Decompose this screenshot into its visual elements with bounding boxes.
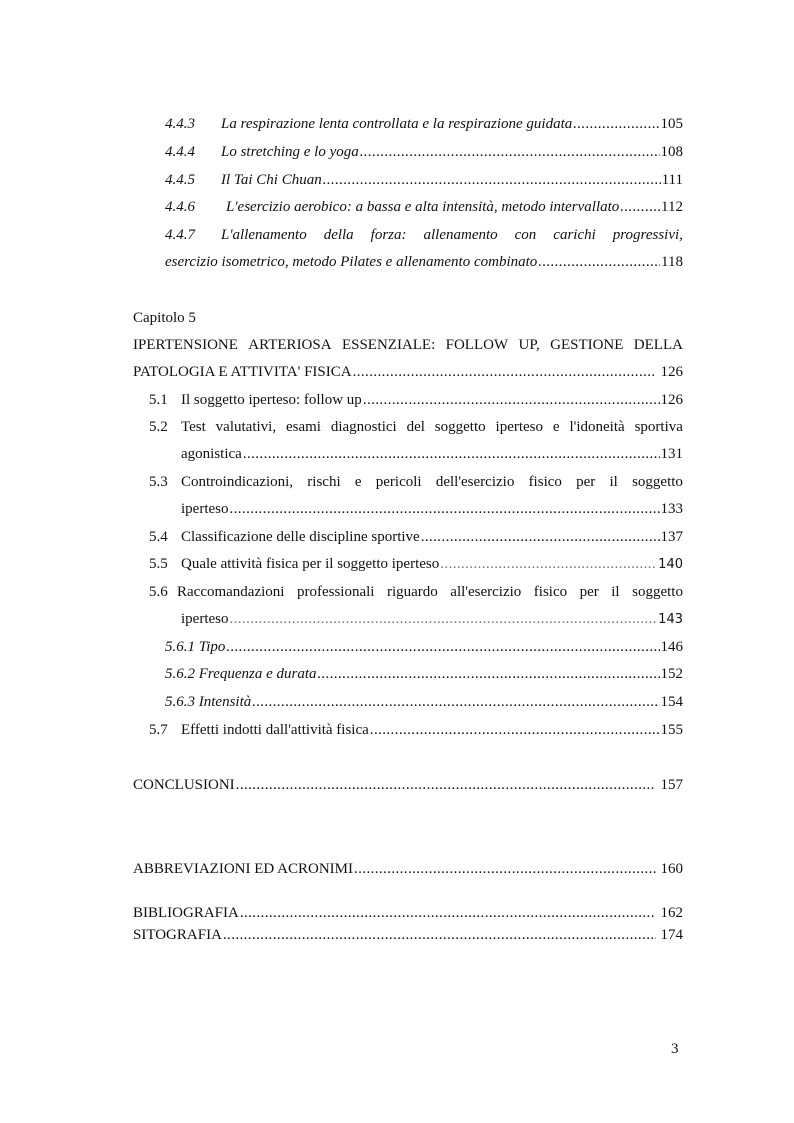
toc-entry-number: 5.3 <box>149 474 168 490</box>
word: FOLLOW <box>445 337 509 353</box>
toc-entry-title: La respirazione lenta controllata e la respirazione guidata <box>221 116 573 132</box>
toc-entry-number: 4.4.5 <box>165 172 195 188</box>
word: Raccomandazioni <box>177 584 285 600</box>
word: allenamento <box>423 227 498 243</box>
toc-entry-page: 131 <box>660 446 683 462</box>
word: L'allenamento <box>221 227 307 243</box>
toc-entry-abbreviazioni[interactable] <box>133 859 683 879</box>
toc-entry-conclusioni[interactable] <box>133 775 683 795</box>
toc-entry-5-3-line1[interactable] <box>149 472 683 492</box>
dot-leader <box>421 527 660 547</box>
toc-entry-title: 5.6.2 Frequenza e durata <box>165 666 317 682</box>
toc-entry-page: 152 <box>660 666 683 682</box>
chapter-title-line2[interactable] <box>133 362 683 382</box>
dot-leader <box>538 252 660 272</box>
toc-entry-5-3-line2[interactable] <box>181 499 683 519</box>
word: all'esercizio <box>450 584 522 600</box>
toc-entry-4-4-7-line1[interactable] <box>165 225 683 245</box>
toc-entry-page: 111 <box>661 172 683 188</box>
toc-entry-title: Il Tai Chi Chuan <box>221 172 322 188</box>
chapter-label-text: Capitolo 5 <box>133 310 196 326</box>
word: pericoli <box>375 474 422 490</box>
dot-leader <box>323 170 661 190</box>
toc-entry-5-6-line2[interactable] <box>181 609 683 629</box>
toc-entry-5-6-1[interactable] <box>165 637 683 657</box>
toc-entry-title: Classificazione delle discipline sportive <box>181 529 420 545</box>
toc-entry-page: 137 <box>660 529 683 545</box>
chapter-title-line1[interactable] <box>133 335 683 355</box>
word: UP, <box>518 337 540 353</box>
chapter-title-words <box>133 335 683 355</box>
toc-entry-4-4-5[interactable] <box>165 170 683 190</box>
toc-entry-title: SITOGRAFIA <box>133 927 222 943</box>
toc-entry-number: 5.1 <box>149 392 168 408</box>
dot-leader <box>363 390 660 410</box>
toc-entry-title-line2: esercizio isometrico, metodo Pilates e allenamento combinato <box>165 254 538 270</box>
toc-entry-5-5[interactable] <box>149 554 683 574</box>
toc-entry-page: 126 <box>660 364 683 380</box>
toc-entry-4-4-6[interactable] <box>165 197 683 217</box>
toc-entry-page: 108 <box>660 144 683 160</box>
toc-entry-title: 5.6.1 Tipo <box>165 639 226 655</box>
toc-entry-5-6-3[interactable] <box>165 692 683 712</box>
toc-entry-number: 5.5 <box>149 556 168 572</box>
toc-entry-title: ABBREVIAZIONI ED ACRONIMI <box>133 861 353 877</box>
toc-entry-page: 160 <box>660 861 683 877</box>
word: fisico <box>528 474 562 490</box>
dot-leader <box>573 114 659 134</box>
toc-entry-page: 143 <box>658 612 683 627</box>
toc-entry-page: 146 <box>660 639 683 655</box>
word: per <box>576 474 596 490</box>
word: riguardo <box>386 584 438 600</box>
word: progressivi, <box>612 227 683 243</box>
toc-entry-page: 140 <box>658 557 683 572</box>
word: IPERTENSIONE <box>133 337 238 353</box>
word: iperteso <box>495 419 544 435</box>
word: soggetto <box>434 419 486 435</box>
toc-entry-page: 155 <box>660 722 683 738</box>
toc-entry-title: L'esercizio aerobico: a bassa e alta intensità, metodo intervallato <box>226 199 620 215</box>
toc-entry-number: 4.4.6 <box>165 199 195 215</box>
toc-entry-5-2-line2[interactable] <box>181 444 683 464</box>
word: Test <box>181 419 206 435</box>
word: per <box>579 584 599 600</box>
page-number: 3 <box>671 1041 679 1057</box>
toc-entry-title-line2: agonistica <box>181 446 242 462</box>
word: soggetto <box>632 474 683 490</box>
word: professionali <box>296 584 375 600</box>
word: diagnostici <box>330 419 397 435</box>
word: ARTERIOSA <box>248 337 332 353</box>
toc-entry-title-line1 <box>181 472 683 492</box>
toc-entry-title: Lo stretching e lo yoga <box>221 144 359 160</box>
toc-entry-5-2-line1[interactable] <box>149 417 683 437</box>
word: del <box>406 419 425 435</box>
toc-entry-title-line2: iperteso <box>181 501 229 517</box>
word: sportiva <box>634 419 683 435</box>
toc-entry-5-1[interactable] <box>149 390 683 410</box>
toc-entry-page: 105 <box>660 116 683 132</box>
dot-leader <box>229 609 657 629</box>
toc-entry-4-4-3[interactable] <box>165 114 683 134</box>
toc-entry-title: CONCLUSIONI <box>133 777 235 793</box>
word: rischi <box>307 474 341 490</box>
toc-entry-page: 154 <box>660 694 683 710</box>
word: GESTIONE <box>550 337 624 353</box>
toc-entry-5-6-2[interactable] <box>165 664 683 684</box>
toc-entry-number: 4.4.7 <box>165 227 195 243</box>
toc-entry-sitografia[interactable] <box>133 925 683 945</box>
toc-entry-5-4[interactable] <box>149 527 683 547</box>
word: il <box>609 474 618 490</box>
dot-leader <box>360 142 660 162</box>
toc-entry-4-4-4[interactable] <box>165 142 683 162</box>
dot-leader <box>318 664 660 684</box>
word: carichi <box>553 227 596 243</box>
toc-entry-title-line1 <box>177 582 683 602</box>
dot-leader <box>353 362 656 382</box>
toc-entry-number: 5.7 <box>149 722 168 738</box>
toc-entry-page: 112 <box>661 199 683 215</box>
dot-leader <box>226 637 659 657</box>
dot-leader <box>229 499 659 519</box>
dot-leader <box>370 720 660 740</box>
chapter-title-text: PATOLOGIA E ATTIVITA' FISICA <box>133 364 352 380</box>
toc-entry-page: 162 <box>660 905 683 921</box>
toc-entry-number: 4.4.3 <box>165 116 195 132</box>
toc-entry-title: Effetti indotti dall'attività fisica <box>181 722 369 738</box>
word: esami <box>285 419 321 435</box>
dot-leader <box>240 903 656 923</box>
word: forza: <box>370 227 407 243</box>
chapter-label <box>133 308 333 328</box>
toc-entry-page: 126 <box>660 392 683 408</box>
toc-entry-page: 118 <box>661 254 683 270</box>
toc-entry-5-7[interactable] <box>149 720 683 740</box>
toc-entry-number: 5.4 <box>149 529 168 545</box>
dot-leader <box>252 692 659 712</box>
toc-entry-title-line1 <box>221 225 683 245</box>
toc-entry-page: 157 <box>660 777 683 793</box>
toc-entry-title-line1 <box>181 417 683 437</box>
toc-entry-title: 5.6.3 Intensità <box>165 694 252 710</box>
dot-leader <box>440 554 657 574</box>
word: fisico <box>533 584 568 600</box>
word: valutativi, <box>215 419 277 435</box>
toc-entry-number: 5.2 <box>149 419 168 435</box>
dot-leader <box>620 197 660 217</box>
word: DELLA <box>633 337 683 353</box>
word: con <box>514 227 537 243</box>
toc-entry-number: 5.6 <box>149 584 168 600</box>
word: l'idoneità <box>569 419 625 435</box>
toc-entry-title: Quale attività fisica per il soggetto iperteso <box>181 556 440 572</box>
dot-leader <box>223 925 656 945</box>
word: dell'esercizio <box>435 474 515 490</box>
toc-entry-bibliografia[interactable] <box>133 903 683 923</box>
toc-entry-4-4-7-line2[interactable] <box>165 252 683 272</box>
word: soggetto <box>632 584 683 600</box>
toc-entry-page: 133 <box>660 501 683 517</box>
word: e <box>552 419 560 435</box>
word: della <box>323 227 354 243</box>
dot-leader <box>354 859 656 879</box>
toc-entry-page: 174 <box>660 927 683 943</box>
dot-leader <box>243 444 660 464</box>
word: e <box>354 474 362 490</box>
toc-entry-title: BIBLIOGRAFIA <box>133 905 239 921</box>
toc-entry-title: Il soggetto iperteso: follow up <box>181 392 362 408</box>
word: ESSENZIALE: <box>341 337 436 353</box>
word: il <box>611 584 620 600</box>
toc-entry-title-line2: iperteso <box>181 611 229 627</box>
word: Controindicazioni, <box>181 474 294 490</box>
dot-leader <box>236 775 656 795</box>
toc-entry-number: 4.4.4 <box>165 144 195 160</box>
toc-entry-5-6-line1[interactable] <box>149 582 683 602</box>
